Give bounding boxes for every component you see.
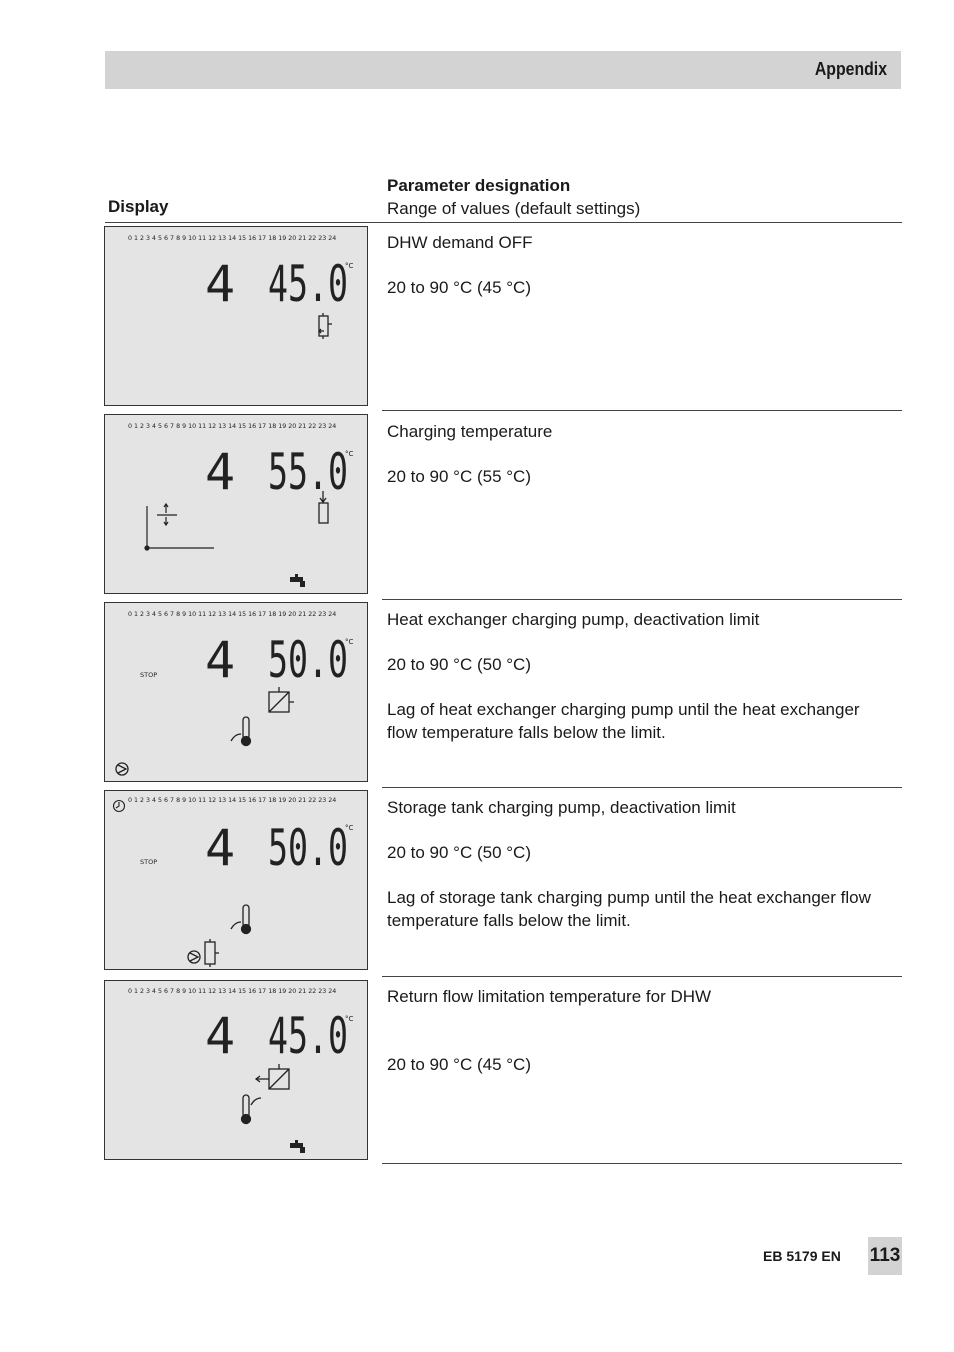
hour-scale: 0 1 2 3 4 5 6 7 8 9 10 11 12 13 14 15 16 17 18 19 20 21 22 23 24 xyxy=(128,235,337,242)
lcd-value: 50.0 xyxy=(268,631,348,689)
column-header-parameter-title: Parameter designation xyxy=(387,176,571,195)
lcd-value: 45.0 xyxy=(268,1007,348,1065)
lcd-value: 55.0 xyxy=(268,443,348,501)
param-description: Lag of heat exchanger charging pump until the heat exchanger flow temperature falls below the limit. xyxy=(387,700,860,742)
param-description: Lag of storage tank charging pump until the heat exchanger flow temperature falls below the limit. xyxy=(387,888,871,930)
param-range: 20 to 90 °C (45 °C) xyxy=(387,1055,531,1074)
param-row-2 xyxy=(387,420,887,488)
lcd-unit: °C xyxy=(345,262,354,270)
hour-scale: 0 1 2 3 4 5 6 7 8 9 10 11 12 13 14 15 16 17 18 19 20 21 22 23 24 xyxy=(128,423,337,430)
stop-indicator: STOP xyxy=(140,671,158,679)
pump-icon xyxy=(116,763,128,775)
row-divider xyxy=(382,787,902,788)
heat-exchanger-icon xyxy=(256,1064,289,1089)
set-adjust-icon xyxy=(145,504,214,550)
hour-scale: 0 1 2 3 4 5 6 7 8 9 10 11 12 13 14 15 16 17 18 19 20 21 22 23 24 xyxy=(128,797,337,804)
param-row-1 xyxy=(387,231,887,299)
heat-exchanger-icon xyxy=(269,687,294,712)
column-header-parameter xyxy=(387,174,640,220)
row-divider xyxy=(382,410,902,411)
lcd-code: 4 xyxy=(205,1007,236,1065)
param-title: Heat exchanger charging pump, deactivation limit xyxy=(387,610,760,629)
param-title: DHW demand OFF xyxy=(387,233,533,252)
lcd-code: 4 xyxy=(205,255,236,313)
lcd-value: 50.0 xyxy=(268,819,348,877)
hour-scale: 0 1 2 3 4 5 6 7 8 9 10 11 12 13 14 15 16 17 18 19 20 21 22 23 24 xyxy=(128,988,337,995)
lcd-unit: °C xyxy=(345,638,354,646)
row-divider xyxy=(382,599,902,600)
param-title: Charging temperature xyxy=(387,422,553,441)
lcd-display-row-4 xyxy=(104,790,368,970)
lcd-code: 4 xyxy=(205,631,236,689)
lcd-display-row-2 xyxy=(104,414,368,594)
column-header-parameter-range: Range of values (default settings) xyxy=(387,199,641,218)
clock-icon xyxy=(114,801,125,812)
lcd-code: 4 xyxy=(205,443,236,501)
tank-sensor-icon xyxy=(319,313,332,339)
row-divider xyxy=(382,1163,902,1164)
row-divider xyxy=(382,976,902,977)
param-range: 20 to 90 °C (45 °C) xyxy=(387,278,531,297)
tap-icon xyxy=(290,574,305,587)
param-range: 20 to 90 °C (55 °C) xyxy=(387,467,531,486)
param-row-4 xyxy=(387,796,887,932)
tank-icon xyxy=(205,939,219,967)
table-header-rule xyxy=(105,222,902,223)
lcd-display-row-1 xyxy=(104,226,368,406)
lcd-value: 45.0 xyxy=(268,255,348,313)
thermometer-icon xyxy=(242,1095,262,1124)
column-header-display: Display xyxy=(108,197,169,216)
page-number: 113 xyxy=(868,1237,902,1275)
lcd-code: 4 xyxy=(205,819,236,877)
stop-indicator: STOP xyxy=(140,858,158,866)
page-section-title: Appendix xyxy=(814,59,887,79)
param-title: Storage tank charging pump, deactivation limit xyxy=(387,798,736,817)
thermometer-icon xyxy=(231,717,251,746)
param-range: 20 to 90 °C (50 °C) xyxy=(387,843,531,862)
lcd-display-row-3 xyxy=(104,602,368,782)
pump-icon xyxy=(188,951,200,963)
param-row-5 xyxy=(387,985,887,1076)
lcd-unit: °C xyxy=(345,450,354,458)
lcd-unit: °C xyxy=(345,1015,354,1023)
header-bar xyxy=(105,51,901,89)
param-title: Return flow limitation temperature for DHW xyxy=(387,987,712,1006)
param-row-3 xyxy=(387,608,887,744)
document-id: EB 5179 EN xyxy=(763,1248,841,1264)
tap-icon xyxy=(290,1140,305,1153)
thermometer-icon xyxy=(231,905,251,934)
lcd-unit: °C xyxy=(345,824,354,832)
hour-scale: 0 1 2 3 4 5 6 7 8 9 10 11 12 13 14 15 16 17 18 19 20 21 22 23 24 xyxy=(128,611,337,618)
param-range: 20 to 90 °C (50 °C) xyxy=(387,655,531,674)
lcd-display-row-5 xyxy=(104,980,368,1160)
